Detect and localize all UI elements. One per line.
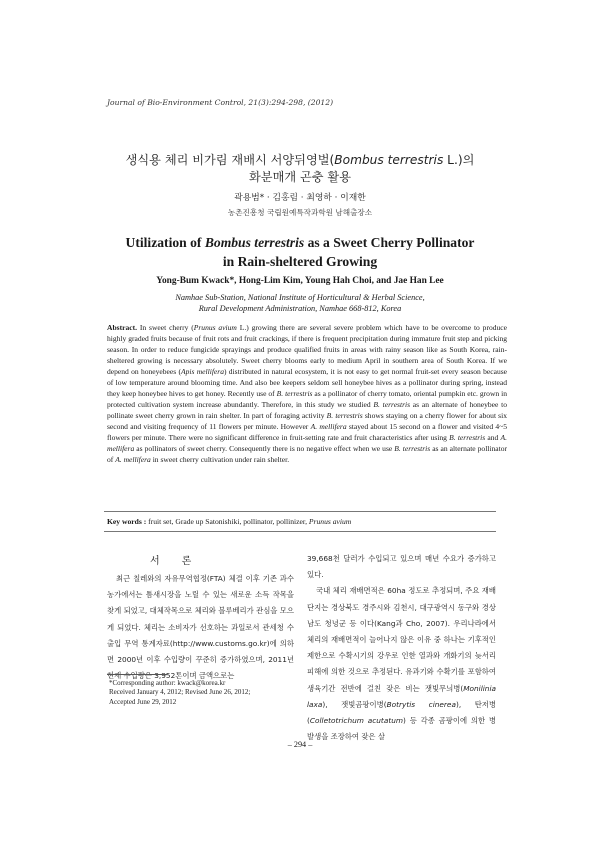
- english-title-line-2: in Rain-sheltered Growing: [222, 254, 378, 269]
- section-heading-introduction: 서론: [150, 556, 214, 567]
- affiliation-line-1: Namhae Sub-Station, National Institute of Horticultural & Herbal Science,: [175, 293, 425, 302]
- keywords-bottom-rule: [104, 531, 496, 532]
- english-authors: Yong-Bum Kwack*, Hong-Lim Kim, Young Hah Choi, and Jae Han Lee: [156, 276, 444, 286]
- korean-affiliation: 농촌진흥청 국립원예특작과학원 남해출장소: [227, 208, 373, 217]
- journal-citation: Journal of Bio-Environment Control, 21(3):294-298, (2012): [107, 98, 334, 107]
- accepted-date: Accepted June 29, 2012: [109, 697, 177, 706]
- english-title-line-1: Utilization of Bombus terrestris as a Sweet Cherry Pollinator: [125, 235, 475, 250]
- page-number: – 294 –: [287, 740, 313, 749]
- intro-paragraph-1-continued: 39,668천 달러가 수입되고 있으며 매년 수요가 증가하고 있다.: [307, 554, 496, 580]
- keywords-label: Key words :: [107, 517, 147, 526]
- english-affiliation: [60, 292, 540, 314]
- received-dates: Received January 4, 2012; Revised June 26, 2012;: [109, 688, 251, 697]
- footnotes: [109, 679, 250, 707]
- keywords-top-rule: [104, 511, 496, 512]
- footnote-rule: [107, 674, 167, 675]
- body-column-left: [107, 571, 294, 684]
- corresponding-author: *Corresponding author: kwack@korea.kr: [109, 679, 226, 687]
- keywords: Key words : fruit set, Grade up Satonishiki, pollinator, pollinizer, Prunus avium: [107, 517, 352, 526]
- korean-title: [60, 152, 540, 186]
- body-column-right: [307, 551, 496, 745]
- intro-paragraph-2: 국내 체리 재배면적은 60ha 정도로 추정되며, 주요 재배 단지는 경상북도 경주시와 김천시, 대구광역시 동구와 경상남도 청녕군 등 이다(Kang과 Cho, 2007). 우리나라에서 체리의 재배면적이 늘어나지 않은 이유 중 하나는 기후적인 제한으로 수확시기의 강우로 인한 열과와 개화기의 늦서리 피해에 의한 것으로 추정된다. 유과기와 수확기를 포함하여 생육기간 전반에 걸친 잦은 비는 잿빛무늬병(Monilinia laxa), 잿빛곰팡이병(Botrytis cinerea), 탄저병(Colletotrichum acutatum) 등 각종 곰팡이에 의한 병 발생을 조장하여 잦은 살: [307, 586, 497, 742]
- intro-paragraph-1: 최근 칠레와의 자유무역협정(FTA) 체결 이후 기존 과수농가에서는 틈새시장을 노릴 수 있는 새로운 소득 작목을 찾게 되었고, 대체작목으로 체리와 블루베리가 관심을 모으게 되었다. 체리는 소비자가 선호하는 과일로서 관세청 수출입 무역 통계자료(http://www.customs.go.kr)에 의하면 2000년 이후 수입량이 꾸준히 증가하였으며, 2011년 현재 수입량은 3,952톤이며 금액으로는: [107, 574, 294, 681]
- abstract-label: Abstract.: [107, 323, 137, 332]
- korean-title-line-2: 화분매개 곤충 활용: [249, 170, 351, 184]
- korean-authors: 곽용범* · 김홍림 · 최영하 · 이재한: [234, 193, 366, 203]
- korean-title-line-1: 생식용 체리 비가림 재배시 서양뒤영벌(Bombus terrestris L.)의: [125, 153, 475, 167]
- affiliation-line-2: Rural Development Administration, Namhae 668-812, Korea: [198, 304, 402, 313]
- english-title: [60, 233, 540, 271]
- abstract: Abstract. In sweet cherry (Prunus avium L.) growing there are several severe problem which have to be overcome to produce highly graded fruits because of fruit rots and fruit crackings, if there is frequent precipitation during immature fruit step and picking season. In order to reduce fungicide sprayings and produce qualified fruits in areas with rainy season like as South Korea, rain-sheltered growing is necessary absolutely. Sweet cherry blooms early to medium April in southern area of South Korea. If we depend on honeyebees (Apis mellifera) distributed in natural ecosystem, it is not easy to get normal fruit-set every season because of low temperature around blooming time. And also bee keepers seldom sell honeybee hives as a pollinator during spring, instead they keep honeybee hives to get honey. Recently use of B. terrestris as a pollinator of cherry tomato, oriental pumpkin etc. grown in protected cultivation system increase abundantly. Therefore, in this study we studied B. terrestris as an alternate of honeybee to pollinate sweet cherry grown in rain shelter. In part of foraging activity B. terrestris shows staying on a cherry flower for about six second and visiting frequency of 11 flowers per minute. However A. mellifera stayed about 15 second on a flower and visited 4~5 flowers per minute. There were no significant difference in fruit-setting rate and fruit characteristics after using B. terrestris and A. mellifera as pollinators of sweet cherry. Consequently there is no negative effect when we use B. terrestris as an alternate pollinator of A. mellifera in sweet cherry cultivation under rain shelter.: [107, 323, 508, 464]
